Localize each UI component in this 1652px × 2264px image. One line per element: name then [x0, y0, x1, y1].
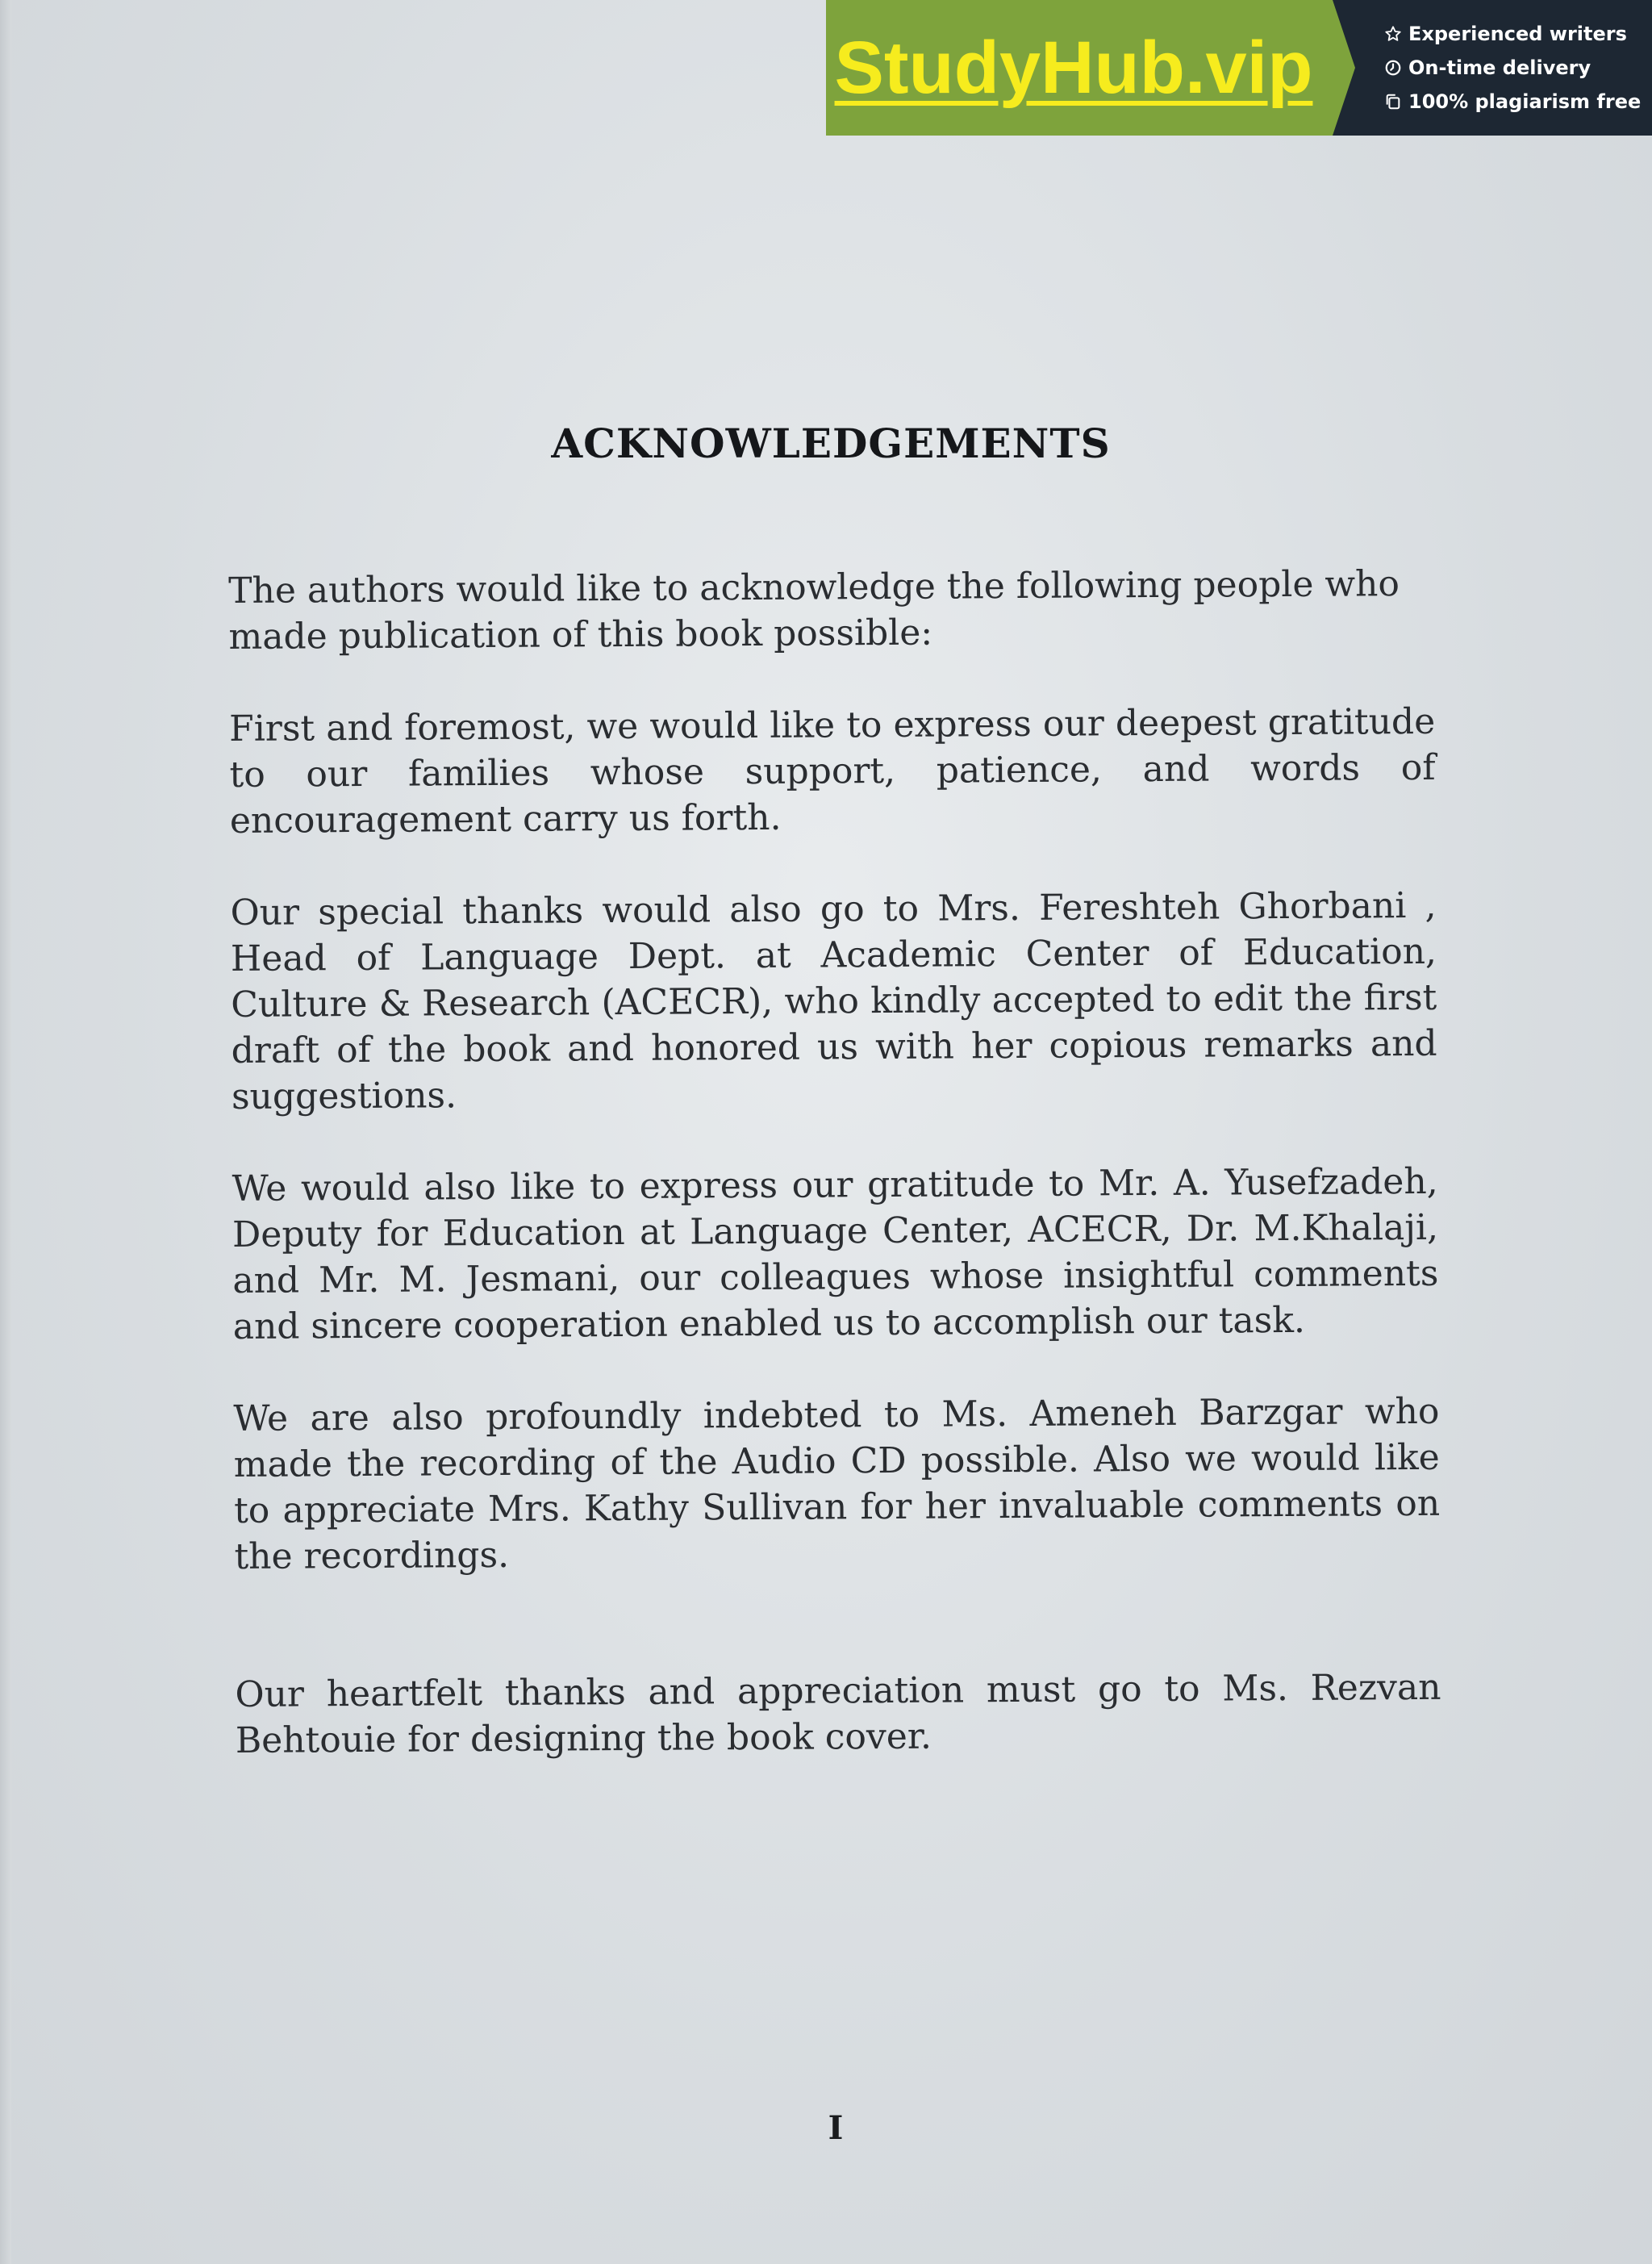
- banner-features-panel: [1333, 0, 1652, 136]
- feature-experienced-writers: [1383, 20, 1652, 48]
- copy-icon: [1383, 91, 1404, 112]
- page-edge-shadow: [0, 0, 11, 2264]
- brand-logo-text[interactable]: StudyHub.vip: [834, 26, 1313, 109]
- paragraph-book-cover: Our heartfelt thanks and appreciation must go to Ms. Rezvan Behtouie for designing the book cover.: [235, 1666, 1441, 1761]
- page-number: I: [828, 2109, 844, 2147]
- paragraph-audio-cd: We are also profoundly indebted to Ms. Ameneh Barzgar who made the recording of the Audio CD possible. Also we would like to appreciate Mrs. Kathy Sullivan for her invaluable comments on the recordings.: [233, 1390, 1441, 1577]
- paragraph-colleagues: We would also like to express our gratitude to Mr. A. Yusefzadeh, Deputy for Education at Language Center, ACECR, Dr. M.Khalaji, and Mr. M. Jesmani, our colleagues whose insightful comments and sincere cooperation enabled us to accomplish our task.: [232, 1160, 1439, 1347]
- clock-icon: [1383, 57, 1404, 78]
- banner-brand-panel[interactable]: [826, 0, 1333, 136]
- document-body: [228, 561, 1441, 1810]
- feature-label: On-time delivery: [1408, 56, 1592, 79]
- star-icon: [1383, 23, 1404, 44]
- feature-label: 100% plagiarism free: [1408, 90, 1642, 113]
- feature-on-time-delivery: [1383, 54, 1652, 81]
- banner-arrow-shape: [1333, 0, 1355, 136]
- paragraph-special-thanks: Our special thanks would also go to Mrs. Fereshteh Ghorbani , Head of Language Dept. at Academic Center of Education, Culture & Research (ACECR), who kindly accepted to edit the first draft of the book and honored us with her copious remarks and suggestions.: [230, 884, 1437, 1117]
- paragraph-intro: The authors would like to acknowledge the following people who made publication of this book possible:: [228, 563, 1400, 658]
- feature-plagiarism-free: [1383, 88, 1652, 115]
- page-title: ACKNOWLEDGEMENTS: [551, 420, 1111, 467]
- paragraph-families: First and foremost, we would like to express our deepest gratitude to our families whose support, patience, and words of encouragement carry us forth.: [229, 700, 1436, 842]
- studyhub-banner[interactable]: [826, 0, 1652, 136]
- feature-label: Experienced writers: [1408, 23, 1627, 45]
